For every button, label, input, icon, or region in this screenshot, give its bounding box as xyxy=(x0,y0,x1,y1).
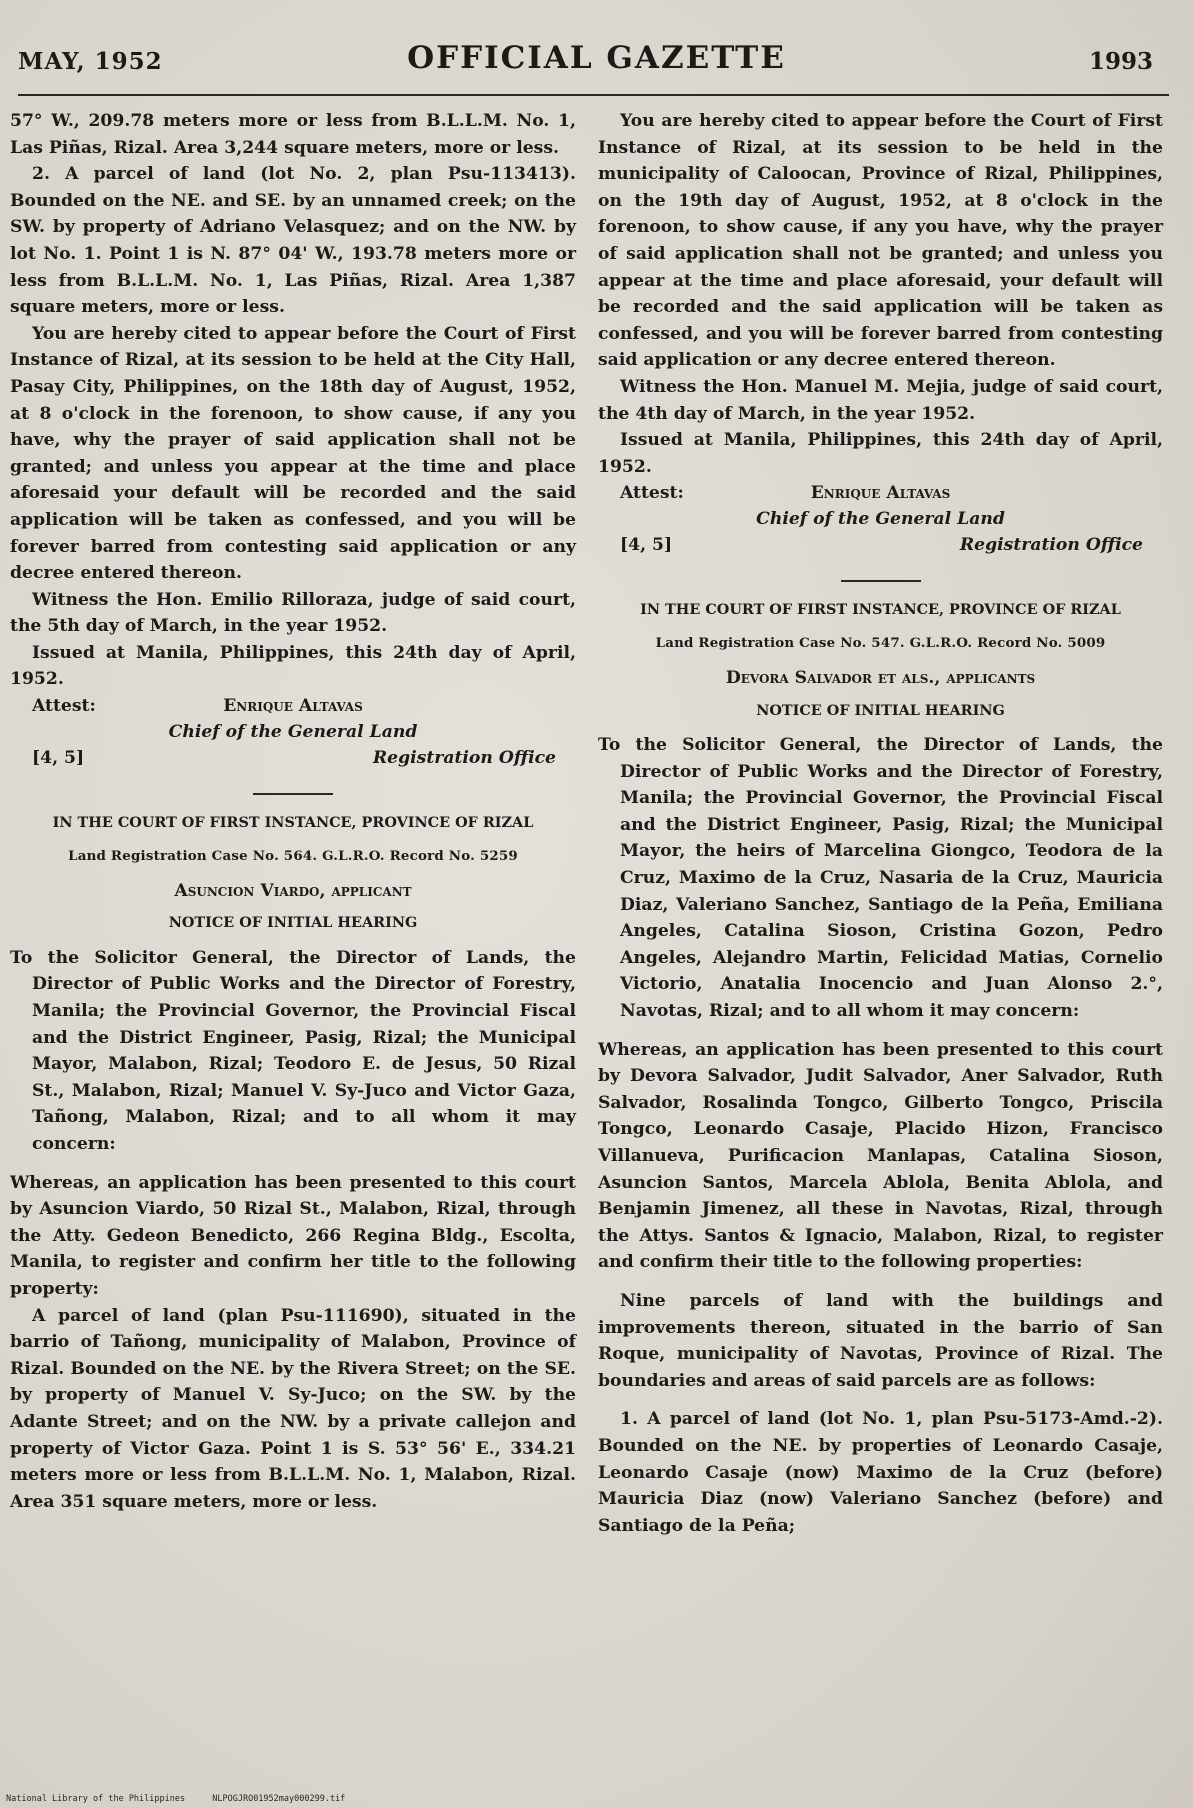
file-name: NLPOGJRO01952may000299.tif xyxy=(212,1794,346,1804)
section-separator xyxy=(841,580,921,582)
issue-reference: [4, 5] xyxy=(32,748,85,769)
attest-title-line1: Chief of the General Land xyxy=(756,509,1005,530)
paragraph: A parcel of land (plan Psu-111690), situated in the barrio of Tañong, municipality of Malabon, Province of Rizal. Bounded on the NE. by the Rivera Street; on the SE. by property of Manuel V. Sy-Juco; on the SW. by the Adante Street; and on the NW. by a private callejon and property of Victor Gaza. Point 1 is S. 53° 56' E., 334.21 meters more or less from B.L.L.M. No. 1, Malabon, Rizal. Area 351 square meters, more or less. xyxy=(10,1305,576,1512)
case-number: Land Registration Case No. 547. G.L.R.O. Record No. 5009 xyxy=(655,635,1106,652)
paragraph: Issued at Manila, Philippines, this 24th day of April, 1952. xyxy=(598,430,1163,477)
paragraph: 57° W., 209.78 meters more or less from B.L.L.M. No. 1, Las Piñas, Rizal. Area 3,244 square meters, more or less. xyxy=(10,111,576,158)
court-heading: IN THE COURT OF FIRST INSTANCE, PROVINCE OF RIZAL xyxy=(640,601,1121,619)
section-separator xyxy=(253,793,333,795)
paragraph: 1. A parcel of land (lot No. 1, plan Psu-5173-Amd.-2). Bounded on the NE. by properties of Leonardo Casaje, Leonardo Casaje (now) Maximo de la Cruz (before) Mauricia Diaz (now) Valeriano Sanchez (before) and Santiago de la Peña; xyxy=(598,1409,1163,1536)
applicant-line: Asuncion Viardo, applicant xyxy=(174,880,412,901)
attest-label: Attest: xyxy=(620,483,684,504)
attest-title-line2: Registration Office xyxy=(959,535,1143,556)
case-number: Land Registration Case No. 564. G.L.R.O. Record No. 5259 xyxy=(68,848,518,865)
attest-name: Enrique Altavas xyxy=(810,483,951,504)
attestation xyxy=(598,480,1163,562)
applicant-line: Devora Salvador et als., applicants xyxy=(725,667,1036,688)
header-rule xyxy=(18,94,1169,96)
court-heading: IN THE COURT OF FIRST INSTANCE, PROVINCE OF RIZAL xyxy=(52,814,534,832)
paragraph: Witness the Hon. Emilio Rilloraza, judge of said court, the 5th day of March, in the year 1952. xyxy=(10,589,576,637)
notice-heading: NOTICE OF INITIAL HEARING xyxy=(756,701,1005,719)
header-date: MAY, 1952 xyxy=(18,48,163,75)
library-credit: National Library of the Philippines xyxy=(6,1794,186,1804)
attest-label: Attest: xyxy=(32,696,96,717)
attest-title-line1: Chief of the General Land xyxy=(168,722,418,743)
notice-recipients: To the Solicitor General, the Director of Lands, the Director of Public Works and the Director of Forestry, Manila; the Provincial Governor, the Provincial Fiscal and the District Engineer, Pasig, Rizal; the Municipal Mayor, the heirs of Marcelina Giongco, Teodora de la Cruz, Maximo de la Cruz, Nasaria de la Cruz, Mauricia Diaz, Valeriano Sanchez, Santiago de la Peña, Emiliana Angeles, Catalina Sioson, Cristina Gozon, Pedro Angeles, Alejandro Martin, Felicidad Matias, Cornelio Victorio, Anatalia Inocencio and Juan Alonso 2.°, Navotas, Rizal; and to all whom it may concern: xyxy=(598,735,1163,1022)
paragraph: You are hereby cited to appear before the Court of First Instance of Rizal, at its session to be held in the municipality of Caloocan, Province of Rizal, Philippines, on the 19th day of August, 1952, at 8 o'clock in the forenoon, to show cause, if any you have, why the prayer of said application shall not be granted; and unless you appear at the time and place aforesaid, your default will be recorded and the said application will be taken as confessed, and you will be forever barred from contesting said application or any decree entered thereon. xyxy=(598,111,1163,371)
attest-name: Enrique Altavas xyxy=(223,696,363,717)
notice-recipients: To the Solicitor General, the Director of Lands, the Director of Public Works and the Director of Forestry, Manila; the Provincial Governor, the Provincial Fiscal and the District Engineer, Pasig, Rizal; the Municipal Mayor, Malabon, Rizal; Teodoro E. de Jesus, 50 Rizal St., Malabon, Rizal; Manuel V. Sy-Juco and Victor Gaza, Tañong, Malabon, Rizal; and to all whom it may concern: xyxy=(10,947,576,1154)
paragraph: 2. A parcel of land (lot No. 2, plan Psu-113413). Bounded on the NE. and SE. by an unnamed creek; on the SW. by property of Adriano Velasquez; and on the NW. by lot No. 1. Point 1 is N. 87° 04' W., 193.78 meters more or less from B.L.L.M. No. 1, Las Piñas, Rizal. Area 1,387 square meters, more or less. xyxy=(10,164,576,318)
right-column xyxy=(598,108,1163,1539)
attestation xyxy=(10,693,576,775)
page-number: 1993 xyxy=(1088,48,1153,75)
paragraph: Whereas, an application has been presented to this court by Asuncion Viardo, 50 Rizal St., Malabon, Rizal, through the Atty. Gedeon Benedicto, 266 Regina Bldg., Escolta, Manila, to register and confirm her title to the following property: xyxy=(10,1172,576,1299)
attest-title-line2: Registration Office xyxy=(372,748,556,769)
left-column xyxy=(10,108,576,1515)
paragraph: Nine parcels of land with the buildings and improvements thereon, situated in the barrio of San Roque, municipality of Navotas, Province of Rizal. The boundaries and areas of said parcels are as follows: xyxy=(598,1290,1163,1391)
header-title: OFFICIAL GAZETTE xyxy=(407,40,786,76)
paragraph: You are hereby cited to appear before the Court of First Instance of Rizal, at its session to be held at the City Hall, Pasay City, Philippines, on the 18th day of August, 1952, at 8 o'clock in the forenoon, to show cause, if any you have, why the prayer of said application shall not be granted; and unless you appear at the time and place aforesaid your default will be recorded and the said application will be taken as confessed, and you will be forever barred from contesting said application or any decree entered thereon. xyxy=(10,323,576,584)
page-header xyxy=(0,36,1193,96)
issue-reference: [4, 5] xyxy=(620,535,673,556)
paragraph: Issued at Manila, Philippines, this 24th day of April, 1952. xyxy=(10,642,576,690)
paragraph: Witness the Hon. Manuel M. Mejia, judge of said court, the 4th day of March, in the year 1952. xyxy=(598,376,1163,424)
scan-footer xyxy=(6,1794,367,1804)
notice-heading: NOTICE OF INITIAL HEARING xyxy=(168,914,418,932)
paragraph: Whereas, an application has been presented to this court by Devora Salvador, Judit Salvador, Aner Salvador, Ruth Salvador, Rosalinda Tongco, Gilberto Tongco, Priscila Tongco, Leonardo Casaje, Placido Hizon, Francisco Villanueva, Purificacion Manlapas, Catalina Sioson, Asuncion Santos, Marcela Ablola, Benita Ablola, and Benjamin Jimenez, all these in Navotas, Rizal, through the Attys. Santos & Ignacio, Malabon, Rizal, to register and confirm their title to the following properties: xyxy=(598,1039,1163,1273)
